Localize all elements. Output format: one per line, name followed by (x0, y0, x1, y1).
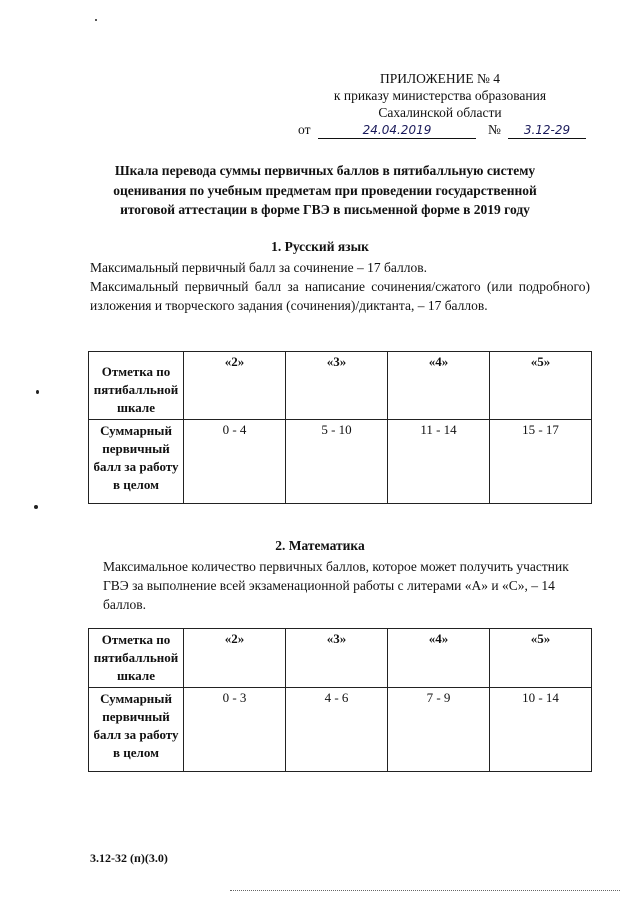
score-cell: 0 - 3 (184, 688, 286, 772)
table-row (89, 629, 592, 688)
grade-cell: «3» (286, 629, 388, 688)
grade-cell: «4» (388, 352, 490, 420)
scan-speck (34, 505, 38, 509)
order-date: 24.04.2019 (318, 122, 476, 139)
appendix-order-line: к приказу министерства образования (333, 88, 547, 103)
grade-table-math (88, 628, 592, 772)
section-russian-paragraph-1: Максимальный первичный балл за сочинение – 17 баллов. (90, 260, 427, 275)
document-title: Шкала перевода суммы первичных баллов в пятибалльную систему оценивания по учебным предметам при проведении государственной итоговой аттестации в форме ГВЭ в письменной форме в 2019 году (113, 163, 537, 217)
grade-cell: «2» (184, 629, 286, 688)
appendix-header (300, 70, 580, 121)
grade-cell: «5» (490, 352, 592, 420)
footer-document-code: 3.12-32 (п)(3.0) (90, 851, 168, 865)
row-header-score: Суммарный первичный балл за работу в целом (89, 688, 184, 772)
order-number: 3.12-29 (508, 122, 586, 139)
scan-speck (95, 19, 97, 21)
table-row (89, 352, 592, 420)
appendix-title: ПРИЛОЖЕНИЕ № 4 (379, 71, 501, 86)
row-header-grade: Отметка по пятибалльной шкале (89, 629, 184, 688)
order-date-number-line (298, 122, 588, 142)
appendix-region-line: Сахалинской области (378, 105, 502, 120)
score-cell: 7 - 9 (388, 688, 490, 772)
row-header-grade: Отметка по пятибалльной шкале (89, 352, 184, 420)
score-cell: 10 - 14 (490, 688, 592, 772)
grade-table-russian (88, 351, 592, 504)
score-cell: 5 - 10 (286, 420, 388, 504)
score-cell: 0 - 4 (184, 420, 286, 504)
number-prefix: № (488, 122, 501, 137)
section-russian-paragraph-2: Максимальный первичный балл за написание сочинения/сжатого (или подробного) изложения и творческого задания (сочинения)/диктанта, – 17 баллов. (90, 279, 590, 313)
grade-cell: «4» (388, 629, 490, 688)
score-cell: 4 - 6 (286, 688, 388, 772)
section-heading-math: 2. Математика (275, 538, 365, 553)
date-prefix: от (298, 122, 311, 137)
scan-divider (230, 890, 620, 891)
table-row (89, 688, 592, 772)
section-heading-russian: 1. Русский язык (271, 239, 369, 254)
grade-cell: «3» (286, 352, 388, 420)
table-row (89, 420, 592, 504)
section-math-paragraph-1: Максимальное количество первичных баллов, которое может получить участник ГВЭ за выполнение всей экзаменационной работы с литерами «А» и «С», – 14 баллов. (103, 559, 569, 612)
row-header-score: Суммарный первичный балл за работу в целом (89, 420, 184, 504)
grade-cell: «2» (184, 352, 286, 420)
scan-speck (36, 390, 39, 394)
grade-cell: «5» (490, 629, 592, 688)
score-cell: 15 - 17 (490, 420, 592, 504)
score-cell: 11 - 14 (388, 420, 490, 504)
